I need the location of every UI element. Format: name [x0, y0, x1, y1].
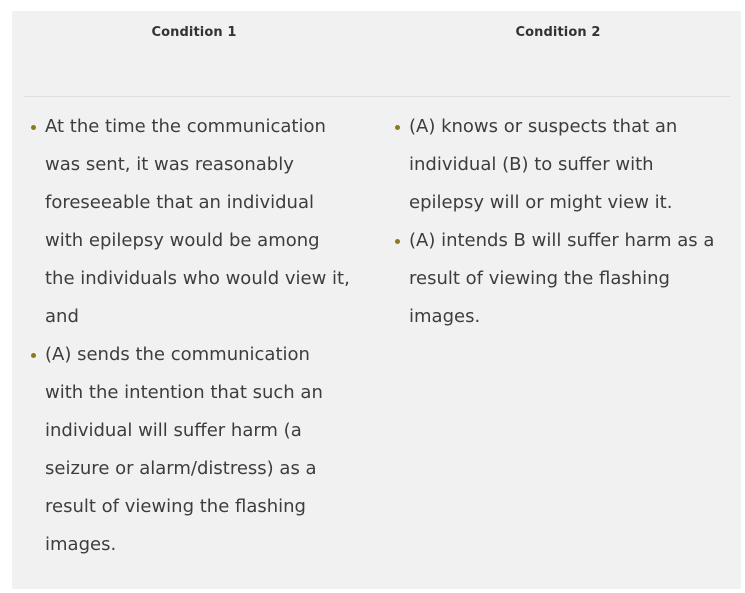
list-item-text: (A) sends the communication with the intention that such an individual will suffer harm (a seizure or alarm/distress) as a result of viewing the flashing images.: [45, 344, 323, 555]
table-header-row: [12, 11, 741, 96]
list-item-text: At the time the communication was sent, it was reasonably foreseeable that an individual with epilepsy would be among the individuals who would view it, and: [45, 116, 350, 327]
bullet-icon: [31, 353, 36, 358]
header-condition-2: Condition 2: [515, 25, 601, 40]
list-item: [31, 336, 351, 564]
list-item-text: (A) knows or suspects that an individual (B) to suffer with epilepsy will or might view it.: [409, 116, 678, 213]
bullet-icon: [31, 125, 36, 130]
condition-2-list: [395, 108, 720, 336]
header-divider: [24, 96, 730, 97]
list-item: [31, 108, 351, 336]
bullet-icon: [395, 125, 400, 130]
bullet-icon: [395, 239, 400, 244]
list-item: [395, 222, 720, 336]
conditions-table: [12, 11, 741, 589]
list-item-text: (A) intends B will suffer harm as a result of viewing the flashing images.: [409, 230, 715, 327]
list-item: [395, 108, 720, 222]
header-condition-1: Condition 1: [151, 25, 237, 40]
condition-1-list: [31, 108, 351, 564]
